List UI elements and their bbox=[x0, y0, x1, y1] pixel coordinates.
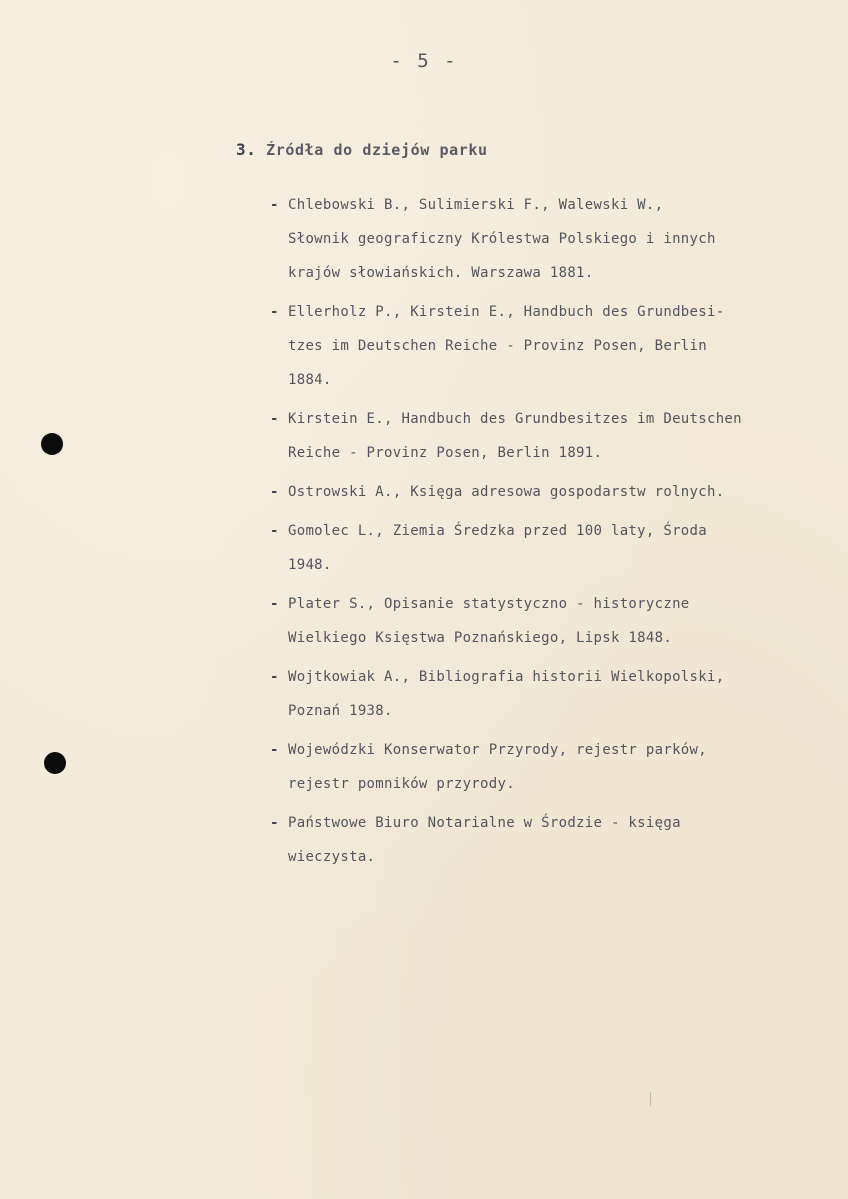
bibliography-entry bbox=[270, 475, 840, 509]
paper-mark bbox=[650, 1092, 651, 1106]
entry-text: Gomolec L., Ziemia Średzka przed 100 laty, Środa 1948. bbox=[288, 523, 707, 573]
entry-text: Kirstein E., Handbuch des Grundbesitzes im Deutschen Reiche - Provinz Posen, Berlin 1891. bbox=[288, 411, 742, 461]
entry-dash: - bbox=[270, 484, 279, 500]
entry-text: Wojtkowiak A., Bibliografia historii Wielkopolski, Poznań 1938. bbox=[288, 669, 725, 719]
entry-dash: - bbox=[270, 596, 279, 612]
punch-hole bbox=[41, 433, 63, 455]
section-number: 3. bbox=[236, 140, 257, 159]
bibliography-entry bbox=[270, 188, 840, 290]
entry-text: Wojewódzki Konserwator Przyrody, rejestr parków, rejestr pomników przyrody. bbox=[288, 742, 707, 792]
entry-dash: - bbox=[270, 411, 279, 427]
bibliography-entry bbox=[270, 733, 840, 801]
entry-text: Plater S., Opisanie statystyczno - historyczne Wielkiego Księstwa Poznańskiego, Lipsk 1848. bbox=[288, 596, 690, 646]
bibliography-entry bbox=[270, 660, 840, 728]
section-title bbox=[236, 140, 488, 159]
entry-text: Ellerholz P., Kirstein E., Handbuch des Grundbesi- tzes im Deutschen Reiche - Provinz Posen, Berlin 1884. bbox=[288, 304, 725, 388]
entry-text: Państwowe Biuro Notarialne w Środzie - księga wieczysta. bbox=[288, 815, 681, 865]
entry-dash: - bbox=[270, 304, 279, 320]
entry-dash: - bbox=[270, 669, 279, 685]
bibliography-entry bbox=[270, 402, 840, 470]
page-number: - 5 - bbox=[390, 50, 458, 72]
entry-text: Chlebowski B., Sulimierski F., Walewski W., Słownik geograficzny Królestwa Polskiego i innych krajów słowiańskich. Warszawa 1881. bbox=[288, 197, 716, 281]
punch-hole bbox=[44, 752, 66, 774]
entry-dash: - bbox=[270, 815, 279, 831]
bibliography-list bbox=[270, 188, 840, 879]
entry-dash: - bbox=[270, 523, 279, 539]
entry-dash: - bbox=[270, 197, 279, 213]
bibliography-entry bbox=[270, 514, 840, 582]
section-heading: Źródła do dziejów parku bbox=[266, 141, 488, 159]
bibliography-entry bbox=[270, 806, 840, 874]
entry-text: Ostrowski A., Księga adresowa gospodarstw rolnych. bbox=[288, 484, 725, 500]
bibliography-entry bbox=[270, 295, 840, 397]
bibliography-entry bbox=[270, 587, 840, 655]
entry-dash: - bbox=[270, 742, 279, 758]
